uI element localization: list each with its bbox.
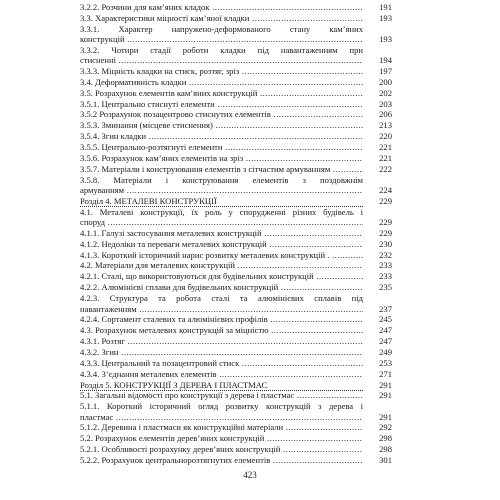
toc-entry-title-line-2: навантаженням ..... — [80, 304, 363, 315]
toc-entry-page: 233 — [379, 271, 392, 282]
toc-entry — [80, 228, 392, 239]
toc-entry-title-line-2: стисненні ..... — [80, 55, 363, 66]
toc-entry — [80, 164, 392, 175]
toc-entry — [80, 207, 392, 228]
toc-entry — [80, 131, 392, 142]
toc-entry-page: 247 — [379, 335, 392, 346]
toc-entry — [80, 2, 392, 13]
toc-entry-title-line-1: 5.1.1. Короткий історичний огляд розвитку конструкцій з дерева і — [80, 401, 363, 412]
toc-entry-title: 5.2. Розрахунок елементів дерев’яних конструкцій ..... — [80, 433, 363, 444]
toc-entry-page: 229 — [379, 227, 392, 238]
toc-section-heading — [80, 196, 392, 208]
toc-entry — [80, 88, 392, 99]
toc-entry — [80, 66, 392, 77]
toc-entry-title: 4.1.1. Галузі застосування металевих конструкцій ..... — [80, 228, 363, 239]
toc-entry — [80, 455, 392, 466]
toc-entry-title: 3.5.6. Розрахунок кам’яних елементів на зріз ..... — [80, 153, 363, 164]
toc-entry-page: 213 — [379, 120, 392, 131]
toc-entry-page: 247 — [379, 325, 392, 335]
toc-entry-page: 220 — [379, 131, 392, 142]
toc-entry-title: 3.3. Характеристики міцності кам’яної кладки ..... — [80, 13, 363, 24]
toc-entry-title: 4.3.1. Розтяг ..... — [80, 336, 363, 347]
toc-entry-page: 221 — [379, 153, 392, 163]
toc-entry-page: 193 — [379, 34, 392, 45]
toc-entry-title: 3.5.3. Зминання (місцеве стиснення) ..... — [80, 120, 363, 131]
toc-entry-title: 3.5.2 Розрахунок позацентрово стиснутих елементів ..... — [80, 109, 363, 120]
toc-entry-page: 245 — [379, 314, 392, 325]
toc-entry-title: 5.2.2. Розрахунок центральнорозтягнутих елементів ..... — [80, 455, 363, 466]
toc-entry-title: 3.3.3. Міцність кладки на стиск, розтяг, зріз ..... — [80, 66, 363, 77]
toc-entry-page: 203 — [379, 98, 392, 109]
toc-entry-title-line-1: 4.2.3. Структура та робота сталі та алюмінієвих сплавів під — [80, 293, 363, 304]
toc-entry-title: 4.2.1. Сталі, що використовуються для будівельних конструкцій ..... — [80, 271, 363, 282]
toc-entry — [80, 142, 392, 153]
toc-entry-page: 232 — [379, 249, 392, 260]
toc-entry — [80, 314, 392, 325]
toc-entry — [80, 293, 392, 314]
toc-entry — [80, 99, 392, 110]
toc-entry-page: 229 — [379, 217, 392, 228]
toc-entry-title: 3.5.1. Центрально стиснуті елементи ..... — [80, 99, 363, 110]
toc-entry-title: 3.5.4. Згин кладки ..... — [80, 131, 363, 142]
toc-entry-title-line-1: 3.5.8. Матеріали і конструювання елементів з поздовжнім — [80, 174, 363, 185]
toc-entry — [80, 109, 392, 120]
toc-entry-title: 4.2.2. Алюмінієві сплави для будівельних конструкцій ..... — [80, 282, 363, 293]
toc-entry-title-line-2: споруд ..... — [80, 217, 363, 228]
toc-entry-page: 237 — [379, 303, 392, 314]
toc-entry — [80, 390, 392, 401]
toc-entry — [80, 433, 392, 444]
toc-entry-page: 202 — [379, 87, 392, 98]
toc-entry-page: 249 — [379, 346, 392, 357]
toc-entry — [80, 260, 392, 271]
toc-entry-page: 224 — [379, 185, 392, 196]
toc-entry-title: 5.1.2. Деревина і пластмаси як конструкційні матеріали ..... — [80, 422, 363, 433]
toc-entry-title: 4.3.3. Центральний та позацентровий стиск ..... — [80, 358, 363, 369]
toc-entry — [80, 347, 392, 358]
toc-entry-page: 206 — [379, 109, 392, 120]
toc-entry — [80, 282, 392, 293]
toc-entry — [80, 239, 392, 250]
toc-entry-page: 233 — [379, 260, 392, 271]
toc-entry-title: 3.5. Розрахунок елементів кам’яних конструкцій ..... — [80, 88, 363, 99]
toc-entry-page: 298 — [379, 444, 392, 455]
toc-entry — [80, 45, 392, 66]
toc-entry-page: 291 — [379, 411, 392, 422]
toc-entry-page: 191 — [379, 2, 392, 12]
toc-entry-title: 3.5.7. Матеріали і конструювання елементів з сітчастим армуванням ..... — [80, 164, 363, 175]
toc-entry-page: 291 — [379, 379, 392, 390]
toc-entry — [80, 13, 392, 24]
toc-entry-title: 5.1. Загальні відомості про конструкції з дерева і пластмас ..... — [80, 390, 363, 401]
toc-entry — [80, 120, 392, 131]
toc-entry-page: 230 — [379, 238, 392, 249]
toc-entry — [80, 24, 392, 45]
toc-entry-page: 229 — [379, 195, 392, 206]
toc-entry — [80, 336, 392, 347]
toc-entry-title: Розділ 5. КОНСТРУКЦІЇ З ДЕРЕВА І ПЛАСТМАС — [80, 380, 363, 392]
toc-entry-page: 197 — [379, 65, 392, 76]
toc-entry-page: 193 — [379, 12, 392, 23]
toc-entry-title-line-1: 4.1. Металеві конструкції, їх роль у спорудженні різних будівель і — [80, 206, 363, 217]
toc-entry-title: 3.4. Деформативність кладки ..... — [80, 77, 363, 88]
toc-entry — [80, 77, 392, 88]
toc-entry-title-line-1: 3.3.1. Характер напружено-деформованого стану кам’яних — [80, 23, 363, 34]
toc-entry-title-line-2: армуванням ..... — [80, 185, 363, 196]
toc-entry — [80, 271, 392, 282]
toc-entry-title: 3.2.2. Розчини для кам’яних кладок ..... — [80, 2, 363, 13]
toc-entry-title-line-1: 3.3.2. Чотири стадії роботи кладки під навантаженням при — [80, 44, 363, 55]
toc-entry — [80, 325, 392, 336]
toc-entry-title: 4.1.2. Недоліки та переваги металевих конструкцій ..... — [80, 239, 363, 250]
page-number: 423 — [243, 470, 257, 480]
toc-entry-title: 4.3.2. Згин ..... — [80, 347, 363, 358]
toc-entry-page: 194 — [379, 55, 392, 66]
toc-entry — [80, 153, 392, 164]
toc-entry — [80, 175, 392, 196]
toc-entry-title: 5.2.1. Особливості розрахунку дерев’яних конструкцій ..... — [80, 444, 363, 455]
toc-entry-page: 221 — [379, 142, 392, 153]
toc-entry-page: 222 — [379, 163, 392, 174]
toc-entry — [80, 422, 392, 433]
toc-entry-page: 271 — [379, 368, 392, 379]
toc-section-heading — [80, 380, 392, 392]
toc-entry-title: 4.2. Матеріали для металевих конструкцій ..... — [80, 260, 363, 271]
toc-entry — [80, 401, 392, 422]
toc-entry — [80, 369, 392, 380]
toc-entry — [80, 250, 392, 261]
toc-entry-title: 3.5.5. Центрально-розтягнуті елементи ..... — [80, 142, 363, 153]
toc-entry-title-line-2: конструкцій ..... — [80, 34, 363, 45]
toc-entry-page: 298 — [379, 433, 392, 444]
toc-entry-page: 253 — [379, 357, 392, 368]
toc-entry — [80, 358, 392, 369]
toc-entry-title: 4.3. Розрахунок металевих конструкцій за міцністю ..... — [80, 325, 363, 336]
toc-entry-title: 4.3.4. З’єднання металевих елементів ..... — [80, 369, 363, 380]
toc-entry-title: 4.2.4. Сортамент сталевих та алюмінієвих профілів ..... — [80, 314, 363, 325]
toc-entry-title: Розділ 4. МЕТАЛЕВІ КОНСТРУКЦІЇ — [80, 196, 363, 208]
toc-entry-page: 291 — [379, 390, 392, 401]
toc-entry-page: 235 — [379, 282, 392, 293]
toc-entry — [80, 444, 392, 455]
toc-page — [80, 0, 392, 500]
toc-entry-page: 292 — [379, 422, 392, 433]
toc-entry-title: 4.1.3. Короткий історичний нарис розвитку металевих конструкцій . ..... — [80, 250, 363, 261]
toc-entry-page: 200 — [379, 76, 392, 87]
toc-entry-page: 301 — [379, 455, 392, 465]
toc-entry-title-line-2: пластмас ..... — [80, 412, 363, 423]
